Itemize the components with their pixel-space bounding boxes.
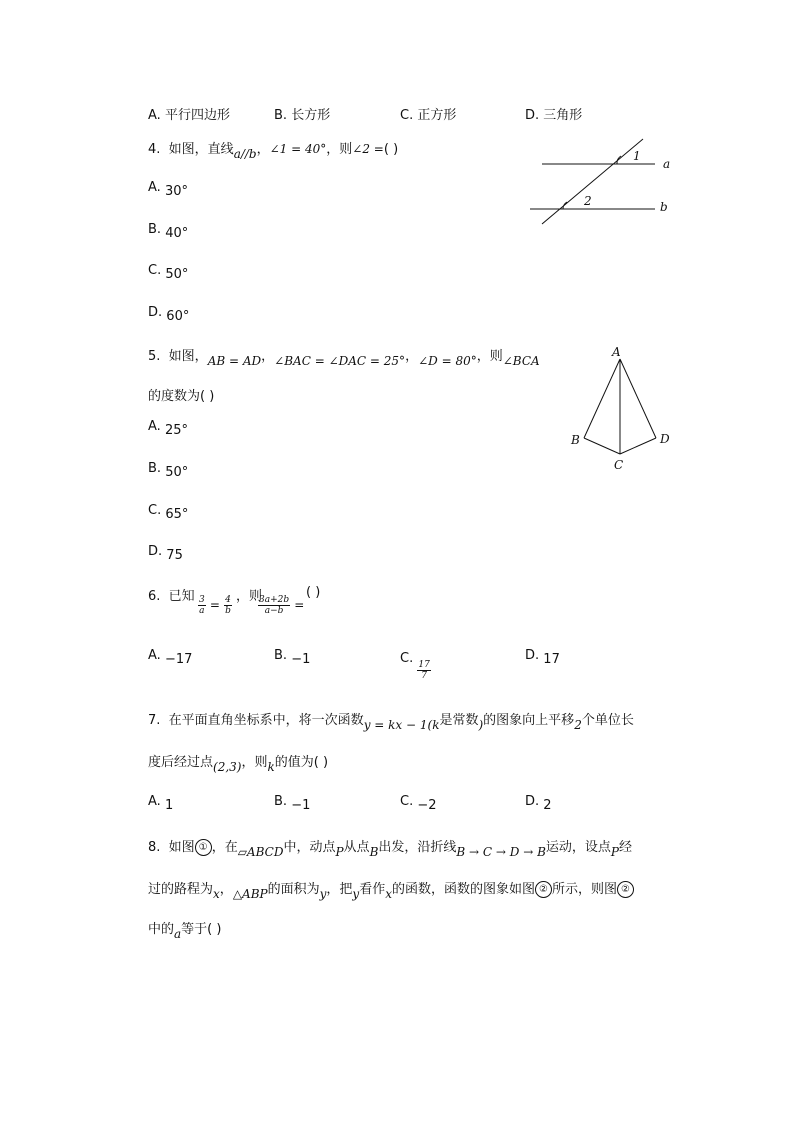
q6-then: ，则 (236, 589, 263, 604)
q5-option-b: B. 50° (148, 461, 189, 480)
q4-parallel-lines-figure (525, 135, 685, 230)
segment-ab (584, 359, 620, 438)
segment-bc (584, 438, 620, 454)
angle-1-label: 1 (633, 149, 641, 163)
q7-option-d: D. 2 (525, 794, 552, 813)
q3-option-a: A. 平行四边形 (148, 108, 230, 123)
segment-ad (620, 359, 656, 438)
transversal-line (542, 139, 643, 224)
q4-option-d: D. 60° (148, 305, 190, 324)
segment-dc (620, 438, 656, 454)
q6-blank: ( ) (306, 585, 321, 600)
q5-kite-figure (565, 342, 680, 477)
q3-option-b: B. 长方形 (274, 108, 331, 123)
q7-option-a: A. 1 (148, 794, 174, 813)
line-b-label: b (660, 200, 668, 214)
q5-option-a: A. 25° (148, 419, 188, 438)
q6-target-expression: $\frac{3a+2b}{a-b}$ = (259, 595, 305, 616)
angle-1-arc (617, 156, 621, 164)
figure-1-marker: ① (195, 839, 212, 856)
q6-given-equation: $\frac{3}{a}$ = $\frac{4}{b}$ (199, 595, 231, 616)
q5-stem-line2: 的度数为( ) (148, 389, 215, 404)
vertex-b-label: B (571, 433, 580, 447)
q8-stem-line3: 中的a等于( ) (148, 922, 222, 941)
figure-2-marker-2: ② (617, 881, 634, 898)
q5-option-d: D. 75 (148, 544, 183, 563)
q7-stem-line2: 度后经过点(2,3)，则k的值为( ) (148, 755, 329, 774)
vertex-a-label: A (612, 345, 621, 359)
q4-option-b: B. 40° (148, 222, 189, 241)
q5-option-c: C. 65° (148, 503, 189, 522)
vertex-d-label: D (660, 432, 670, 446)
q6-option-c: C. $\frac{17}{7}$ (400, 651, 430, 681)
q7-stem-line1: 7. 在平面直角坐标系中，将一次函数y = kx − 1(k是常数)的图象向上平移2个单位长 (148, 713, 634, 732)
q6-option-b: B. −1 (274, 648, 311, 667)
q8-stem-line1: 8. 如图 ① ，在▱ABCD中，动点P从点B出发，沿折线B → C → D → B运动，设点P经 (148, 840, 633, 859)
q6-option-d: D. 17 (525, 648, 560, 667)
q8-stem-line2: 过的路程为x，△ABP的面积为y，把y看作x的函数，函数的图象如图 ② 所示，则图 ② (148, 878, 634, 898)
q6-option-a: A. −17 (148, 648, 193, 667)
q3-option-d: D. 三角形 (525, 108, 583, 123)
q4-stem: 4. 如图，直线a//b，∠1 = 40°，则∠2 =( ) (148, 142, 399, 161)
q4-option-a: A. 30° (148, 180, 188, 199)
q7-option-b: B. −1 (274, 794, 311, 813)
figure-2-marker: ② (535, 881, 552, 898)
vertex-c-label: C (614, 458, 624, 472)
q3-option-c: C. 正方形 (400, 108, 457, 123)
angle-2-label: 2 (584, 194, 592, 208)
q4-option-c: C. 50° (148, 263, 189, 282)
q5-stem: 5. 如图，AB = AD，∠BAC = ∠DAC = 25°，∠D = 80°，则∠BCA (148, 349, 540, 368)
q7-option-c: C. −2 (400, 794, 437, 813)
line-a-label: a (663, 157, 671, 171)
q6-stem: 6. 已知 (148, 589, 195, 604)
